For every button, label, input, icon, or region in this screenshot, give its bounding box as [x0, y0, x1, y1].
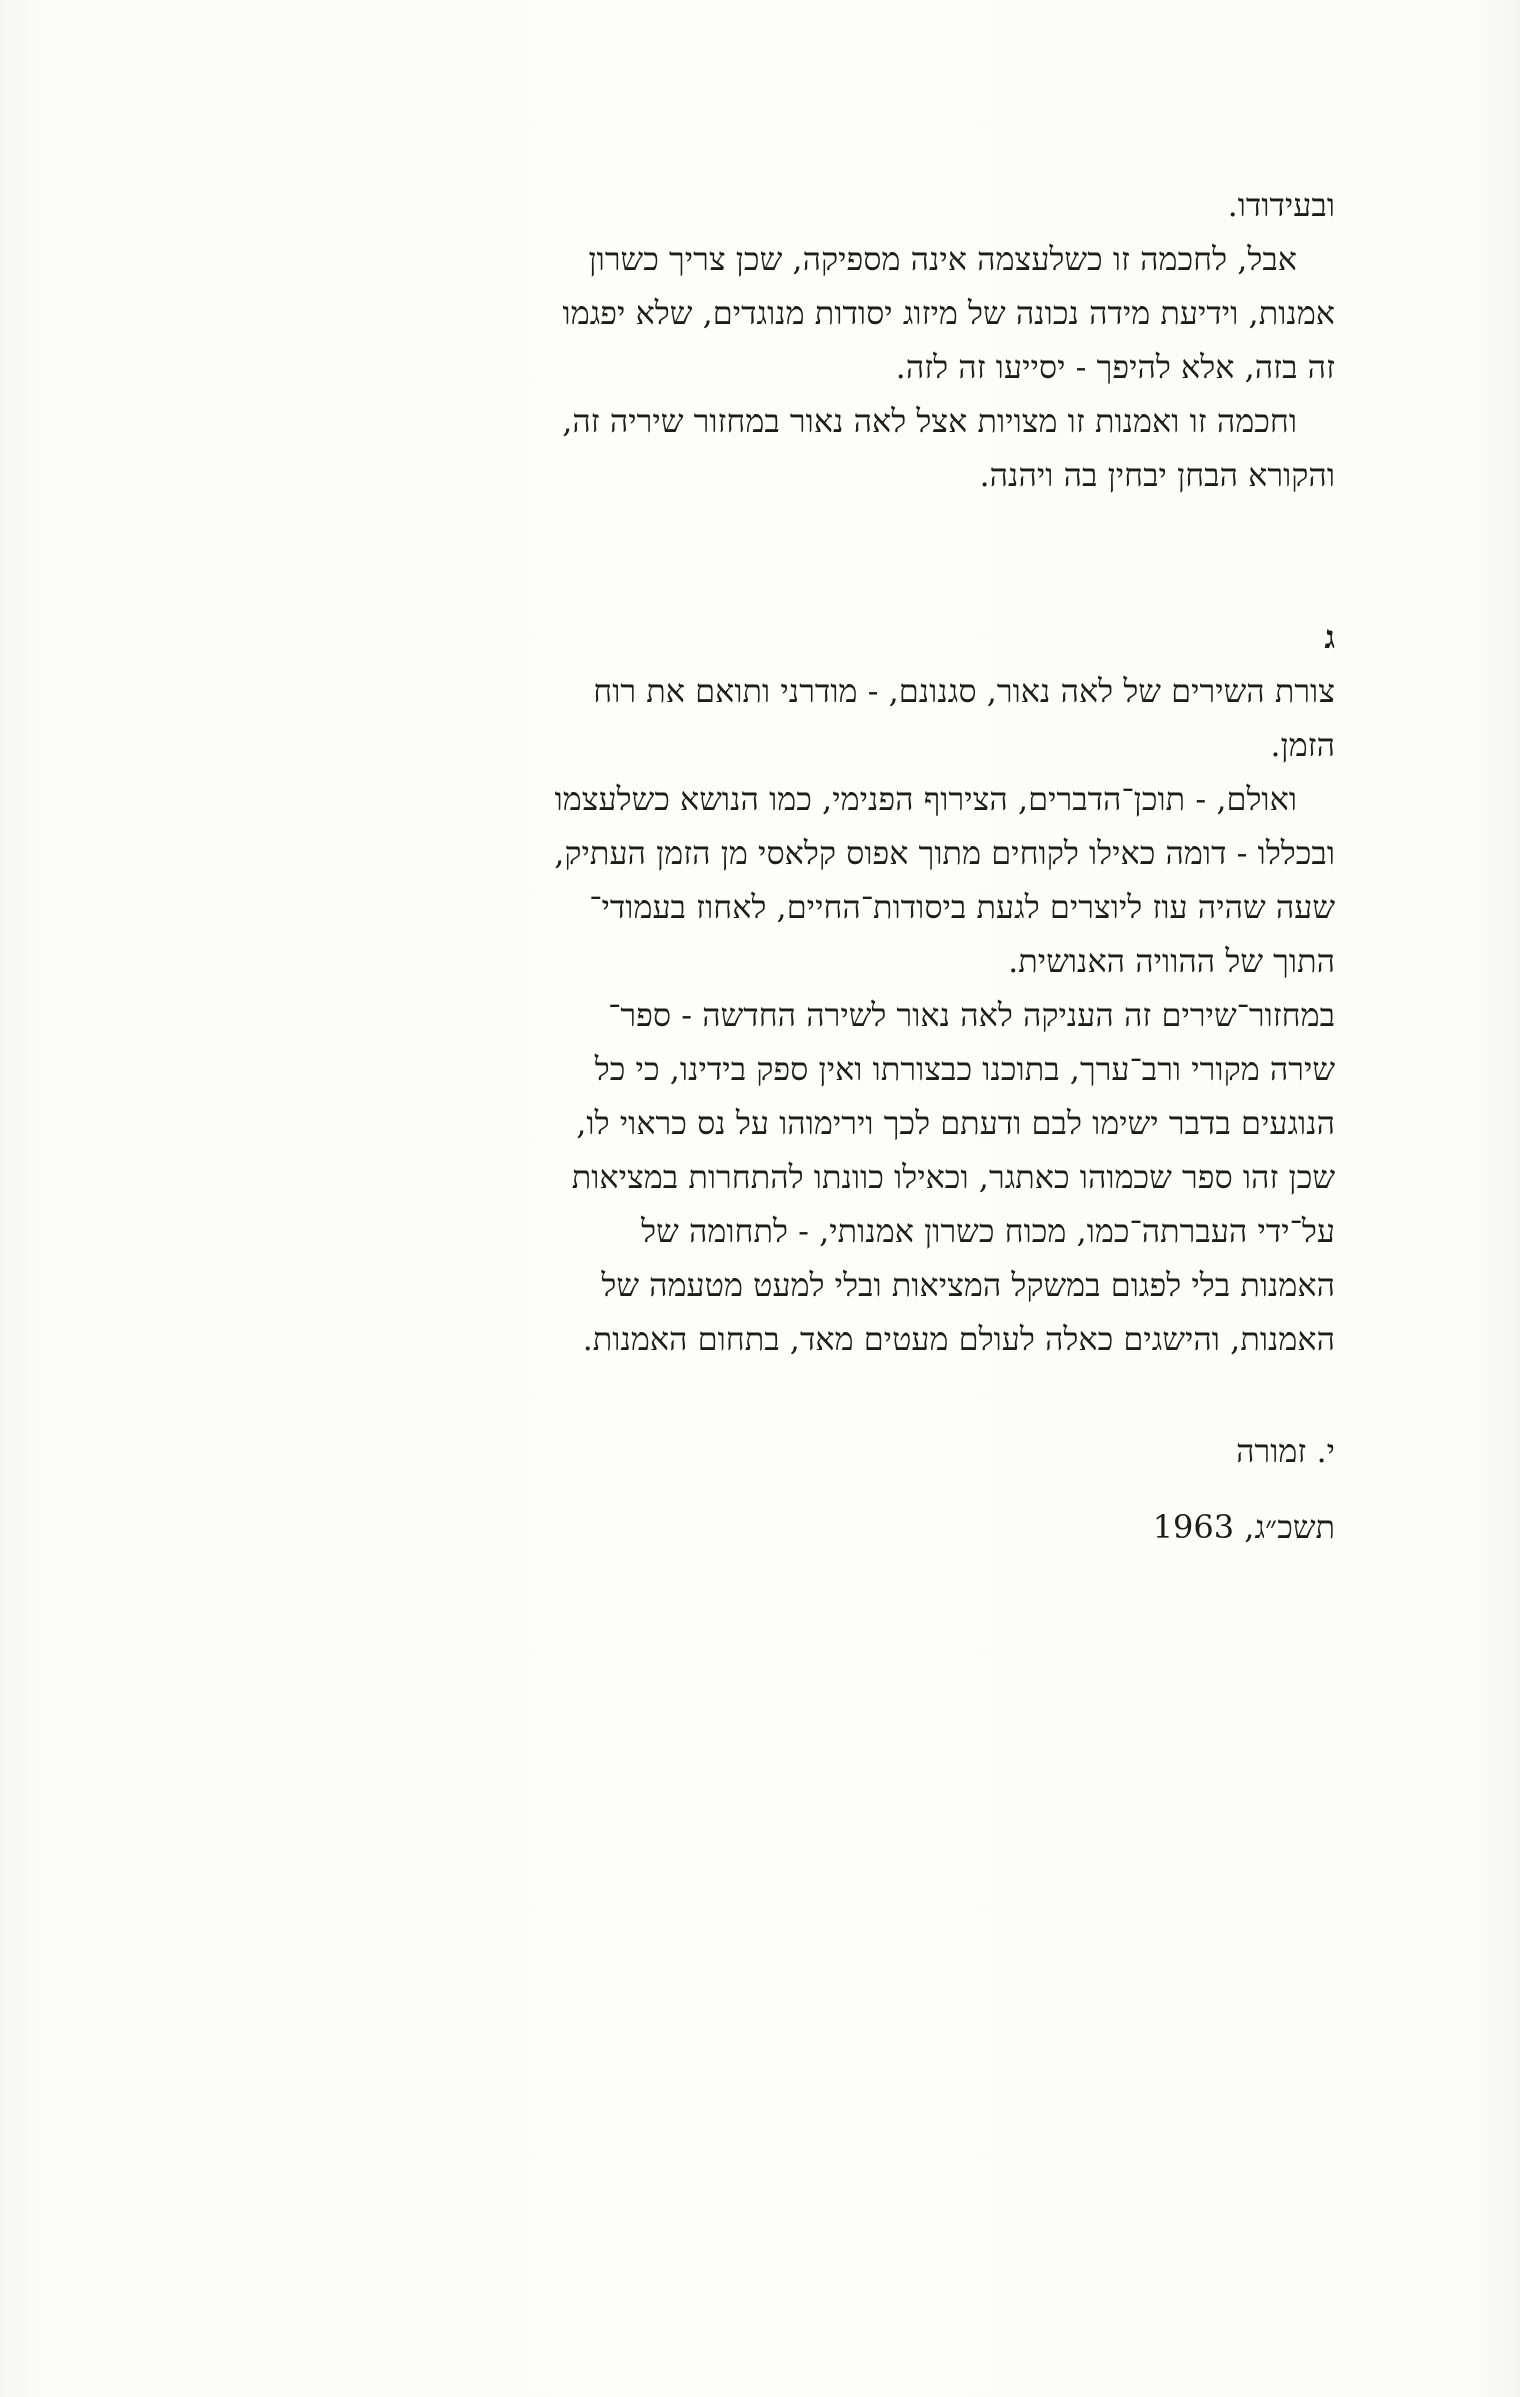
section-gap: [250, 502, 1335, 610]
text-line: שירה מקורי ורב־ערך, בתוכנו כבצורתו ואין ספק בידינו, כי כל: [594, 1050, 1335, 1088]
date-line: תשכ״ג, 1963: [1152, 1508, 1335, 1546]
text-line: הנוגעים בדבר ישימו לבם ודעתם לכך וירימוהו על נס כראוי לו,: [576, 1104, 1335, 1142]
text-line: והקורא הבחן יבחין בה ויהנה.: [979, 456, 1335, 494]
text-line: אמנות, וידיעת מידה נכונה של מיזוג יסודות מנוגדים, שלא יפגמו: [562, 294, 1335, 332]
text-column: [250, 178, 1335, 1554]
text-line: וחכמה זו ואמנות זו מצויות אצל לאה נאור במחזור שיריה זה,: [562, 402, 1297, 440]
text-line: במחזור־שירים זה העניקה לאה נאור לשירה החדשה - ספר־: [608, 996, 1335, 1034]
paragraph: [250, 664, 1335, 772]
paragraph: [250, 988, 1335, 1366]
text-line: האמנות, והישגים כאלה לעולם מעטים מאד, בתחום האמנות.: [582, 1320, 1335, 1358]
text-line: שכן זהו ספר שכמוהו כאתגר, וכאילו כוונתו להתחרות במציאות: [571, 1158, 1335, 1196]
text-line: צורת השירים של לאה נאור, סגנונם, - מודרני ותואם את רוח: [593, 672, 1335, 710]
text-line: ובעידודו.: [1227, 186, 1335, 224]
paragraph: [250, 232, 1335, 394]
paragraph: [250, 178, 1335, 232]
paragraph: [250, 772, 1335, 988]
text-line: ובכללו - דומה כאילו לקוחים מתוך אפוס קלאסי מן הזמן העתיק,: [554, 834, 1335, 872]
text-line: התוך של ההוויה האנושית.: [1008, 942, 1335, 980]
text-line: אבל, לחכמה זו כשלעצמה אינה מספיקה, שכן צריך כשרון: [588, 240, 1297, 278]
text-line: זה בזה, אלא להיפך - יסייעו זה לזה.: [895, 348, 1335, 386]
text-line: הזמן.: [1270, 726, 1335, 764]
section-heading: ג: [1324, 618, 1335, 656]
paragraph: [250, 394, 1335, 502]
text-line: האמנות בלי לפגום במשקל המציאות ובלי למעט מטעמה של: [601, 1266, 1335, 1304]
text-line: ואולם, - תוכן־הדברים, הצירוף הפנימי, כמו הנושא כשלעצמו: [554, 780, 1297, 818]
text-line: על־ידי העברתה־כמו, מכוח כשרון אמנותי, - לתחומה של: [641, 1212, 1335, 1250]
text-line: שעה שהיה עוז ליוצרים לגעת ביסודות־החיים, לאחוז בעמודי־: [589, 888, 1335, 926]
author-signature: י. זמורה: [1236, 1432, 1335, 1470]
